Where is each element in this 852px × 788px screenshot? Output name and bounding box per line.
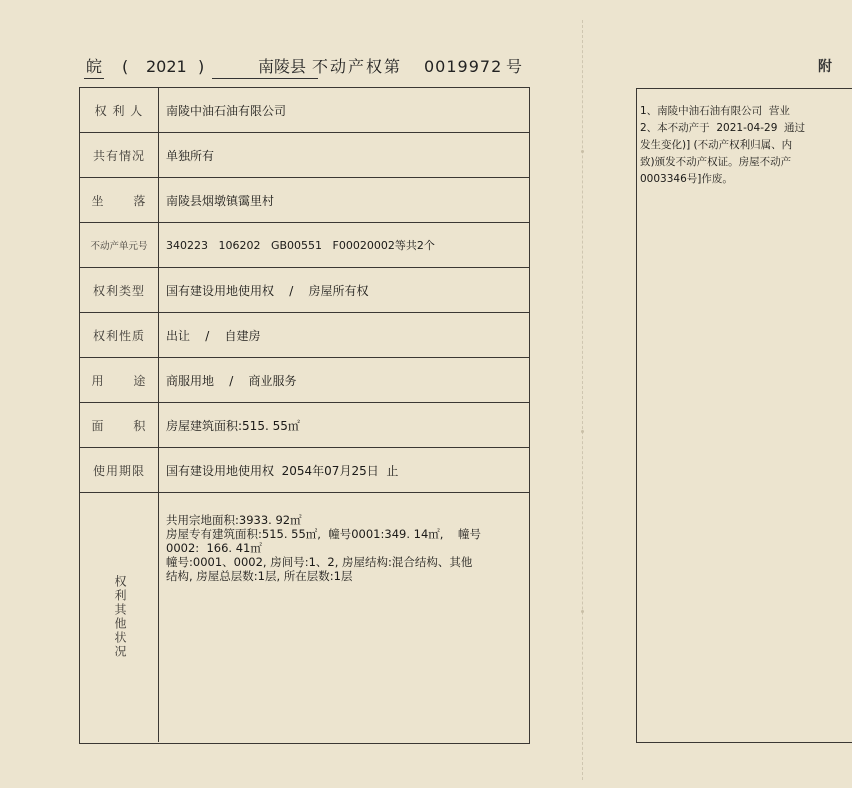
fold-mark — [581, 610, 584, 613]
table-row — [80, 88, 529, 133]
row-value: 商服用地 / 商业服务 — [166, 373, 297, 388]
other-status-value — [166, 513, 525, 583]
year: 2021 — [146, 57, 187, 76]
other-status-line: 结构, 房屋总层数:1层, 所在层数:1层 — [166, 569, 353, 583]
annex-line: 0003346号]作废。 — [640, 173, 733, 185]
annex-line: 1、南陵中油石油有限公司 营业 — [640, 105, 790, 117]
table-row — [80, 268, 529, 313]
row-value: 南陵中油石油有限公司 — [166, 103, 287, 118]
table-row — [80, 178, 529, 223]
row-label: 用 途 — [80, 358, 159, 402]
row-value: 国有建设用地使用权 / 房屋所有权 — [166, 283, 369, 298]
annex-text — [640, 103, 852, 188]
province-abbr: 皖 — [84, 56, 104, 79]
property-table — [79, 87, 530, 744]
row-value: 出让 / 自建房 — [166, 328, 261, 343]
certificate-number: 0019972 — [424, 57, 503, 76]
row-label: 权 利 人 — [80, 88, 159, 132]
table-row — [80, 448, 529, 493]
row-value: 单独所有 — [166, 148, 215, 163]
row-value: 南陵县烟墩镇霭里村 — [166, 193, 275, 208]
row-label: 面 积 — [80, 403, 159, 447]
table-row — [80, 133, 529, 178]
other-status-line: 房屋专有建筑面积:515. 55㎡, 幢号0001:349. 14㎡, 幢号 — [166, 527, 482, 541]
certificate-type: 不动产权第 — [312, 57, 403, 76]
other-status-line: 幢号:0001、0002, 房间号:1、2, 房屋结构:混合结构、其他 — [166, 555, 473, 569]
other-status-line: 共用宗地面积:3933. 92㎡ — [166, 513, 302, 527]
row-label: 共有情况 — [80, 133, 159, 177]
annex-title: 附 — [818, 59, 832, 75]
row-value: 房屋建筑面积:515. 55㎡ — [166, 418, 300, 433]
table-row — [80, 403, 529, 448]
fold-mark — [581, 150, 584, 153]
annex-line: 2、本不动产于 2021-04-29 通过 — [640, 122, 806, 134]
annex-line: 致)颁发不动产权证。房屋不动产 — [640, 156, 792, 168]
row-label: 不动产单元号 — [80, 223, 159, 267]
other-status-label: 权利其他状况 — [113, 575, 127, 659]
page-fold — [582, 20, 583, 780]
certificate-header — [78, 56, 530, 82]
table-row — [80, 223, 529, 268]
row-label: 权利类型 — [80, 268, 159, 312]
other-status-line: 0002: 166. 41㎡ — [166, 541, 262, 555]
row-value: 340223 106202 GB00551 F00020002等共2个 — [166, 239, 435, 252]
number-suffix: 号 — [506, 57, 523, 76]
annex-line: 发生变化)] (不动产权利归属、内 — [640, 139, 793, 151]
other-status-row — [80, 493, 529, 742]
row-label: 坐 落 — [80, 178, 159, 222]
county: 南陵县 — [212, 56, 318, 79]
table-row — [80, 313, 529, 358]
table-row — [80, 358, 529, 403]
other-status-label-cell — [80, 493, 159, 742]
close-paren: ) — [198, 57, 205, 76]
row-value: 国有建设用地使用权 2054年07月25日 止 — [166, 463, 399, 478]
open-paren: ( — [122, 57, 129, 76]
row-label: 使用期限 — [80, 448, 159, 492]
fold-mark — [581, 430, 584, 433]
row-label: 权利性质 — [80, 313, 159, 357]
